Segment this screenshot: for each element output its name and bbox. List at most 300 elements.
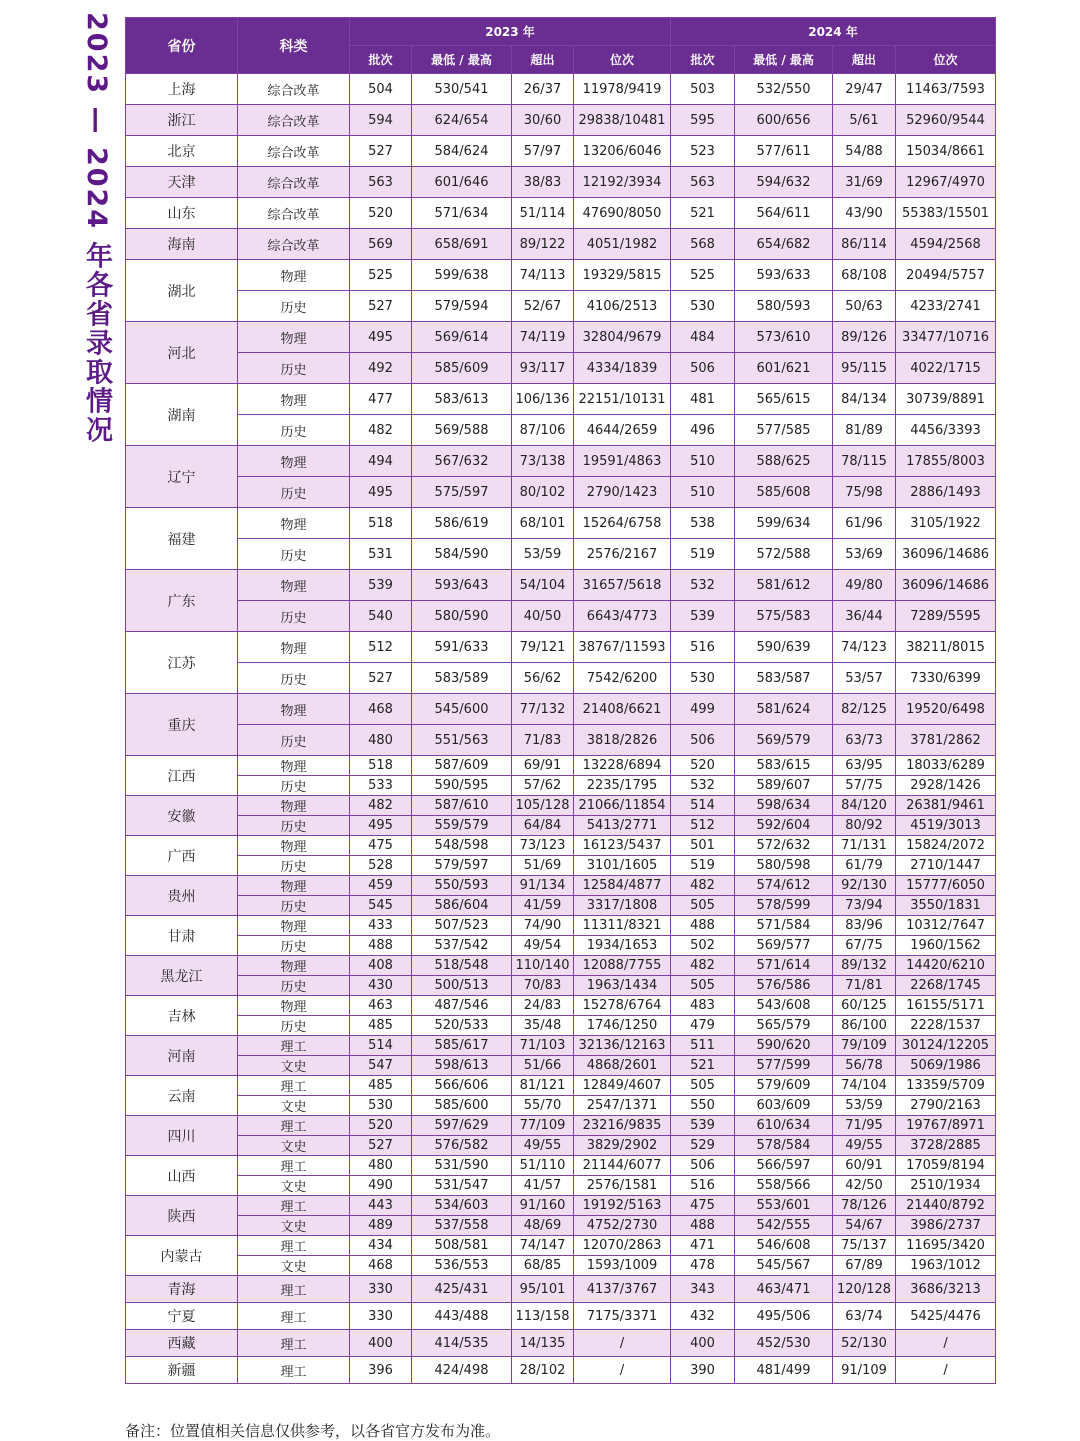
- cell-low-high-2023: 585/600: [412, 1096, 512, 1116]
- table-row: [126, 446, 996, 477]
- cell-batch-2023: 504: [350, 74, 412, 105]
- cell-low-high-2023: 586/619: [412, 508, 512, 539]
- cell-over-2023: 48/69: [512, 1216, 574, 1236]
- cell-rank-2023: 7175/3371: [574, 1303, 671, 1330]
- cell-subject: 物理: [238, 508, 350, 539]
- cell-rank-2024: 10312/7647: [896, 916, 996, 936]
- cell-rank-2023: 23216/9835: [574, 1116, 671, 1136]
- cell-low-high-2024: 590/620: [735, 1036, 833, 1056]
- cell-rank-2024: 15824/2072: [896, 836, 996, 856]
- cell-low-high-2023: 591/633: [412, 632, 512, 663]
- cell-batch-2023: 514: [350, 1036, 412, 1056]
- cell-batch-2024: 481: [671, 384, 735, 415]
- cell-over-2023: 71/83: [512, 725, 574, 756]
- table-row: [126, 1276, 996, 1303]
- cell-over-2023: 64/84: [512, 816, 574, 836]
- cell-low-high-2023: 583/613: [412, 384, 512, 415]
- cell-batch-2023: 518: [350, 756, 412, 776]
- cell-over-2023: 26/37: [512, 74, 574, 105]
- cell-low-high-2023: 575/597: [412, 477, 512, 508]
- cell-low-high-2024: 572/632: [735, 836, 833, 856]
- cell-over-2023: 79/121: [512, 632, 574, 663]
- header-year-2023: 2023 年: [350, 18, 671, 46]
- cell-subject: 历史: [238, 896, 350, 916]
- cell-subject: 物理: [238, 996, 350, 1016]
- cell-rank-2023: 1963/1434: [574, 976, 671, 996]
- cell-rank-2023: 4137/3767: [574, 1276, 671, 1303]
- cell-low-high-2023: 624/654: [412, 105, 512, 136]
- cell-subject: 历史: [238, 353, 350, 384]
- cell-batch-2023: 527: [350, 1136, 412, 1156]
- cell-over-2024: 86/114: [833, 229, 896, 260]
- cell-rank-2023: 1746/1250: [574, 1016, 671, 1036]
- cell-province: 山东: [126, 198, 238, 229]
- cell-rank-2023: /: [574, 1330, 671, 1357]
- cell-batch-2023: 563: [350, 167, 412, 198]
- cell-rank-2023: 4051/1982: [574, 229, 671, 260]
- cell-over-2024: 42/50: [833, 1176, 896, 1196]
- cell-low-high-2023: 583/589: [412, 663, 512, 694]
- cell-low-high-2024: 593/633: [735, 260, 833, 291]
- cell-rank-2024: 15777/6050: [896, 876, 996, 896]
- cell-subject: 综合改革: [238, 229, 350, 260]
- cell-rank-2023: 11311/8321: [574, 916, 671, 936]
- cell-rank-2024: 4519/3013: [896, 816, 996, 836]
- cell-batch-2024: 482: [671, 876, 735, 896]
- cell-low-high-2024: 481/499: [735, 1357, 833, 1384]
- cell-rank-2023: 1934/1653: [574, 936, 671, 956]
- cell-rank-2024: 11463/7593: [896, 74, 996, 105]
- cell-batch-2023: 495: [350, 816, 412, 836]
- cell-rank-2024: 38211/8015: [896, 632, 996, 663]
- cell-over-2024: 61/79: [833, 856, 896, 876]
- cell-batch-2024: 488: [671, 916, 735, 936]
- cell-low-high-2024: 543/608: [735, 996, 833, 1016]
- cell-subject: 理工: [238, 1236, 350, 1256]
- cell-subject: 文史: [238, 1176, 350, 1196]
- cell-batch-2023: 477: [350, 384, 412, 415]
- cell-subject: 理工: [238, 1076, 350, 1096]
- table-body: [126, 74, 996, 1384]
- cell-batch-2023: 485: [350, 1016, 412, 1036]
- cell-over-2023: 73/123: [512, 836, 574, 856]
- cell-low-high-2023: 545/600: [412, 694, 512, 725]
- cell-rank-2023: 4752/2730: [574, 1216, 671, 1236]
- cell-rank-2024: 13359/5709: [896, 1076, 996, 1096]
- cell-batch-2024: 506: [671, 1156, 735, 1176]
- cell-over-2024: 60/91: [833, 1156, 896, 1176]
- cell-rank-2023: 3818/2826: [574, 725, 671, 756]
- cell-rank-2024: 2710/1447: [896, 856, 996, 876]
- cell-batch-2024: 499: [671, 694, 735, 725]
- cell-subject: 理工: [238, 1196, 350, 1216]
- cell-low-high-2024: 580/598: [735, 856, 833, 876]
- cell-batch-2023: 475: [350, 836, 412, 856]
- cell-batch-2024: 532: [671, 776, 735, 796]
- cell-over-2024: 49/80: [833, 570, 896, 601]
- cell-low-high-2024: 601/621: [735, 353, 833, 384]
- cell-over-2024: 5/61: [833, 105, 896, 136]
- cell-rank-2023: 13228/6894: [574, 756, 671, 776]
- cell-rank-2023: 19591/4863: [574, 446, 671, 477]
- cell-batch-2023: 468: [350, 1256, 412, 1276]
- cell-low-high-2024: 599/634: [735, 508, 833, 539]
- cell-batch-2024: 523: [671, 136, 735, 167]
- cell-rank-2024: 17855/8003: [896, 446, 996, 477]
- cell-over-2023: 74/113: [512, 260, 574, 291]
- header-over-2024: 超出: [833, 46, 896, 74]
- cell-batch-2023: 520: [350, 198, 412, 229]
- cell-batch-2023: 443: [350, 1196, 412, 1216]
- table-row: [126, 1256, 996, 1276]
- cell-rank-2024: 4594/2568: [896, 229, 996, 260]
- cell-over-2024: 75/98: [833, 477, 896, 508]
- cell-rank-2023: 12088/7755: [574, 956, 671, 976]
- cell-low-high-2024: 594/632: [735, 167, 833, 198]
- cell-rank-2023: 13206/6046: [574, 136, 671, 167]
- cell-over-2023: 110/140: [512, 956, 574, 976]
- cell-province: 广西: [126, 836, 238, 876]
- cell-subject: 历史: [238, 663, 350, 694]
- cell-rank-2023: 15278/6764: [574, 996, 671, 1016]
- cell-low-high-2024: 575/583: [735, 601, 833, 632]
- cell-over-2024: 83/96: [833, 916, 896, 936]
- cell-batch-2023: 547: [350, 1056, 412, 1076]
- cell-subject: 历史: [238, 725, 350, 756]
- cell-low-high-2023: 579/594: [412, 291, 512, 322]
- cell-province: 内蒙古: [126, 1236, 238, 1276]
- cell-low-high-2023: 598/613: [412, 1056, 512, 1076]
- cell-low-high-2024: 590/639: [735, 632, 833, 663]
- cell-over-2024: 92/130: [833, 876, 896, 896]
- cell-rank-2023: 12192/3934: [574, 167, 671, 198]
- cell-batch-2023: 531: [350, 539, 412, 570]
- cell-batch-2024: 530: [671, 663, 735, 694]
- cell-rank-2024: 14420/6210: [896, 956, 996, 976]
- table-row: [126, 1036, 996, 1056]
- cell-low-high-2023: 599/638: [412, 260, 512, 291]
- cell-rank-2024: 7330/6399: [896, 663, 996, 694]
- cell-batch-2024: 496: [671, 415, 735, 446]
- cell-low-high-2024: 592/604: [735, 816, 833, 836]
- cell-rank-2023: 4334/1839: [574, 353, 671, 384]
- cell-batch-2024: 525: [671, 260, 735, 291]
- cell-subject: 历史: [238, 936, 350, 956]
- cell-batch-2024: 516: [671, 1176, 735, 1196]
- cell-low-high-2023: 536/553: [412, 1256, 512, 1276]
- cell-rank-2024: 2790/2163: [896, 1096, 996, 1116]
- cell-low-high-2023: 576/582: [412, 1136, 512, 1156]
- cell-batch-2024: 503: [671, 74, 735, 105]
- cell-over-2024: 57/75: [833, 776, 896, 796]
- cell-over-2023: 57/97: [512, 136, 574, 167]
- table-row: [126, 816, 996, 836]
- cell-rank-2023: /: [574, 1357, 671, 1384]
- cell-subject: 文史: [238, 1136, 350, 1156]
- cell-batch-2024: 510: [671, 477, 735, 508]
- cell-subject: 物理: [238, 446, 350, 477]
- cell-over-2024: 53/59: [833, 1096, 896, 1116]
- cell-low-high-2023: 585/609: [412, 353, 512, 384]
- cell-batch-2024: 514: [671, 796, 735, 816]
- cell-low-high-2024: 452/530: [735, 1330, 833, 1357]
- cell-rank-2024: 4456/3393: [896, 415, 996, 446]
- cell-over-2023: 74/119: [512, 322, 574, 353]
- cell-subject: 历史: [238, 601, 350, 632]
- cell-subject: 综合改革: [238, 105, 350, 136]
- cell-rank-2023: 12070/2863: [574, 1236, 671, 1256]
- cell-low-high-2024: 546/608: [735, 1236, 833, 1256]
- cell-subject: 理工: [238, 1036, 350, 1056]
- cell-batch-2023: 434: [350, 1236, 412, 1256]
- cell-subject: 物理: [238, 694, 350, 725]
- cell-batch-2023: 539: [350, 570, 412, 601]
- cell-batch-2024: 511: [671, 1036, 735, 1056]
- cell-batch-2023: 533: [350, 776, 412, 796]
- cell-low-high-2023: 567/632: [412, 446, 512, 477]
- table-row: [126, 1116, 996, 1136]
- table-row: [126, 916, 996, 936]
- cell-low-high-2024: 574/612: [735, 876, 833, 896]
- cell-low-high-2024: 573/610: [735, 322, 833, 353]
- header-rank-2023: 位次: [574, 46, 671, 74]
- cell-low-high-2023: 548/598: [412, 836, 512, 856]
- table-row: [126, 996, 996, 1016]
- cell-low-high-2024: 565/579: [735, 1016, 833, 1036]
- cell-province: 四川: [126, 1116, 238, 1156]
- cell-rank-2023: 2576/2167: [574, 539, 671, 570]
- cell-rank-2024: 5425/4476: [896, 1303, 996, 1330]
- table-row: [126, 1176, 996, 1196]
- cell-low-high-2023: 597/629: [412, 1116, 512, 1136]
- table-row: [126, 1303, 996, 1330]
- table-row: [126, 796, 996, 816]
- cell-over-2023: 68/101: [512, 508, 574, 539]
- cell-over-2023: 55/70: [512, 1096, 574, 1116]
- table-row: [126, 896, 996, 916]
- cell-over-2024: 79/109: [833, 1036, 896, 1056]
- cell-low-high-2024: 581/624: [735, 694, 833, 725]
- cell-low-high-2023: 559/579: [412, 816, 512, 836]
- cell-subject: 历史: [238, 415, 350, 446]
- cell-batch-2023: 330: [350, 1276, 412, 1303]
- cell-low-high-2023: 569/588: [412, 415, 512, 446]
- cell-rank-2023: 7542/6200: [574, 663, 671, 694]
- cell-batch-2024: 432: [671, 1303, 735, 1330]
- cell-rank-2023: 2790/1423: [574, 477, 671, 508]
- cell-over-2023: 87/106: [512, 415, 574, 446]
- cell-batch-2023: 482: [350, 796, 412, 816]
- cell-batch-2024: 400: [671, 1330, 735, 1357]
- cell-rank-2023: 21066/11854: [574, 796, 671, 816]
- table-row: [126, 384, 996, 415]
- cell-batch-2024: 483: [671, 996, 735, 1016]
- table-row: [126, 539, 996, 570]
- cell-rank-2023: 2576/1581: [574, 1176, 671, 1196]
- cell-subject: 物理: [238, 260, 350, 291]
- cell-rank-2024: 15034/8661: [896, 136, 996, 167]
- cell-low-high-2023: 487/546: [412, 996, 512, 1016]
- table-row: [126, 260, 996, 291]
- cell-low-high-2023: 508/581: [412, 1236, 512, 1256]
- cell-low-high-2023: 658/691: [412, 229, 512, 260]
- cell-low-high-2023: 585/617: [412, 1036, 512, 1056]
- cell-rank-2023: 32136/12163: [574, 1036, 671, 1056]
- cell-low-high-2023: 414/535: [412, 1330, 512, 1357]
- cell-over-2024: 95/115: [833, 353, 896, 384]
- cell-low-high-2023: 580/590: [412, 601, 512, 632]
- cell-rank-2024: 3986/2737: [896, 1216, 996, 1236]
- cell-rank-2024: 2268/1745: [896, 976, 996, 996]
- cell-over-2024: 54/88: [833, 136, 896, 167]
- cell-batch-2024: 501: [671, 836, 735, 856]
- cell-over-2024: 71/131: [833, 836, 896, 856]
- cell-low-high-2024: 564/611: [735, 198, 833, 229]
- cell-rank-2024: 36096/14686: [896, 539, 996, 570]
- cell-batch-2024: 538: [671, 508, 735, 539]
- cell-over-2024: 52/130: [833, 1330, 896, 1357]
- header-province: 省份: [126, 18, 238, 74]
- cell-batch-2024: 505: [671, 1076, 735, 1096]
- cell-rank-2023: 19192/5163: [574, 1196, 671, 1216]
- cell-batch-2023: 494: [350, 446, 412, 477]
- cell-rank-2023: 2235/1795: [574, 776, 671, 796]
- cell-rank-2023: 47690/8050: [574, 198, 671, 229]
- cell-province: 广东: [126, 570, 238, 632]
- table-row: [126, 976, 996, 996]
- table-row: [126, 856, 996, 876]
- cell-batch-2023: 527: [350, 663, 412, 694]
- cell-rank-2024: 30739/8891: [896, 384, 996, 415]
- cell-over-2024: 53/57: [833, 663, 896, 694]
- cell-batch-2024: 488: [671, 1216, 735, 1236]
- cell-province: 新疆: [126, 1357, 238, 1384]
- table-row: [126, 229, 996, 260]
- cell-province: 北京: [126, 136, 238, 167]
- cell-rank-2024: 2228/1537: [896, 1016, 996, 1036]
- table-row: [126, 694, 996, 725]
- cell-low-high-2023: 584/624: [412, 136, 512, 167]
- cell-rank-2024: 7289/5595: [896, 601, 996, 632]
- cell-subject: 理工: [238, 1357, 350, 1384]
- cell-over-2024: 43/90: [833, 198, 896, 229]
- table-row: [126, 936, 996, 956]
- cell-batch-2023: 594: [350, 105, 412, 136]
- cell-over-2023: 35/48: [512, 1016, 574, 1036]
- footnote: 备注：位置值相关信息仅供参考，以各省官方发布为准。: [125, 1422, 501, 1440]
- cell-over-2023: 24/83: [512, 996, 574, 1016]
- cell-over-2024: 86/100: [833, 1016, 896, 1036]
- cell-batch-2023: 490: [350, 1176, 412, 1196]
- cell-rank-2024: 3686/3213: [896, 1276, 996, 1303]
- table-row: [126, 167, 996, 198]
- cell-subject: 物理: [238, 876, 350, 896]
- cell-batch-2023: 430: [350, 976, 412, 996]
- cell-rank-2024: 3781/2862: [896, 725, 996, 756]
- cell-over-2023: 30/60: [512, 105, 574, 136]
- cell-subject: 历史: [238, 539, 350, 570]
- cell-batch-2023: 495: [350, 477, 412, 508]
- cell-over-2024: 89/126: [833, 322, 896, 353]
- cell-over-2023: 91/134: [512, 876, 574, 896]
- cell-batch-2023: 485: [350, 1076, 412, 1096]
- cell-rank-2024: 20494/5757: [896, 260, 996, 291]
- cell-batch-2024: 568: [671, 229, 735, 260]
- cell-batch-2024: 519: [671, 539, 735, 570]
- cell-over-2023: 51/66: [512, 1056, 574, 1076]
- cell-subject: 理工: [238, 1156, 350, 1176]
- table-row: [126, 1216, 996, 1236]
- cell-over-2024: 84/134: [833, 384, 896, 415]
- table-row: [126, 876, 996, 896]
- cell-low-high-2023: 566/606: [412, 1076, 512, 1096]
- cell-subject: 文史: [238, 1056, 350, 1076]
- cell-low-high-2024: 581/612: [735, 570, 833, 601]
- cell-province: 湖南: [126, 384, 238, 446]
- cell-rank-2023: 32804/9679: [574, 322, 671, 353]
- table-row: [126, 1096, 996, 1116]
- cell-rank-2024: 3728/2885: [896, 1136, 996, 1156]
- cell-low-high-2023: 507/523: [412, 916, 512, 936]
- cell-batch-2023: 400: [350, 1330, 412, 1357]
- cell-low-high-2024: 580/593: [735, 291, 833, 322]
- cell-over-2023: 57/62: [512, 776, 574, 796]
- cell-over-2023: 80/102: [512, 477, 574, 508]
- cell-low-high-2024: 571/584: [735, 916, 833, 936]
- cell-low-high-2023: 425/431: [412, 1276, 512, 1303]
- cell-batch-2023: 530: [350, 1096, 412, 1116]
- cell-over-2024: 73/94: [833, 896, 896, 916]
- cell-batch-2023: 540: [350, 601, 412, 632]
- cell-subject: 物理: [238, 384, 350, 415]
- cell-rank-2023: 3317/1808: [574, 896, 671, 916]
- cell-batch-2023: 520: [350, 1116, 412, 1136]
- cell-over-2024: 63/73: [833, 725, 896, 756]
- header-low-high-2024: 最低 / 最高: [735, 46, 833, 74]
- cell-over-2023: 54/104: [512, 570, 574, 601]
- table-row: [126, 956, 996, 976]
- table-row: [126, 1016, 996, 1036]
- header-batch-2023: 批次: [350, 46, 412, 74]
- cell-subject: 历史: [238, 856, 350, 876]
- cell-over-2024: 120/128: [833, 1276, 896, 1303]
- cell-rank-2023: 12584/4877: [574, 876, 671, 896]
- cell-batch-2023: 468: [350, 694, 412, 725]
- cell-over-2024: 54/67: [833, 1216, 896, 1236]
- table-row: [126, 1236, 996, 1256]
- cell-province: 云南: [126, 1076, 238, 1116]
- cell-low-high-2023: 587/609: [412, 756, 512, 776]
- table-row: [126, 1196, 996, 1216]
- cell-low-high-2024: 572/588: [735, 539, 833, 570]
- cell-over-2024: 78/115: [833, 446, 896, 477]
- cell-province: 陕西: [126, 1196, 238, 1236]
- cell-over-2024: 63/95: [833, 756, 896, 776]
- cell-batch-2024: 595: [671, 105, 735, 136]
- cell-rank-2024: 26381/9461: [896, 796, 996, 816]
- cell-batch-2023: 489: [350, 1216, 412, 1236]
- cell-rank-2024: 17059/8194: [896, 1156, 996, 1176]
- cell-low-high-2023: 531/547: [412, 1176, 512, 1196]
- cell-batch-2024: 506: [671, 353, 735, 384]
- cell-rank-2024: 55383/15501: [896, 198, 996, 229]
- cell-province: 甘肃: [126, 916, 238, 956]
- cell-over-2023: 49/55: [512, 1136, 574, 1156]
- cell-batch-2024: 521: [671, 198, 735, 229]
- cell-over-2024: 84/120: [833, 796, 896, 816]
- cell-over-2024: 74/104: [833, 1076, 896, 1096]
- cell-batch-2023: 527: [350, 291, 412, 322]
